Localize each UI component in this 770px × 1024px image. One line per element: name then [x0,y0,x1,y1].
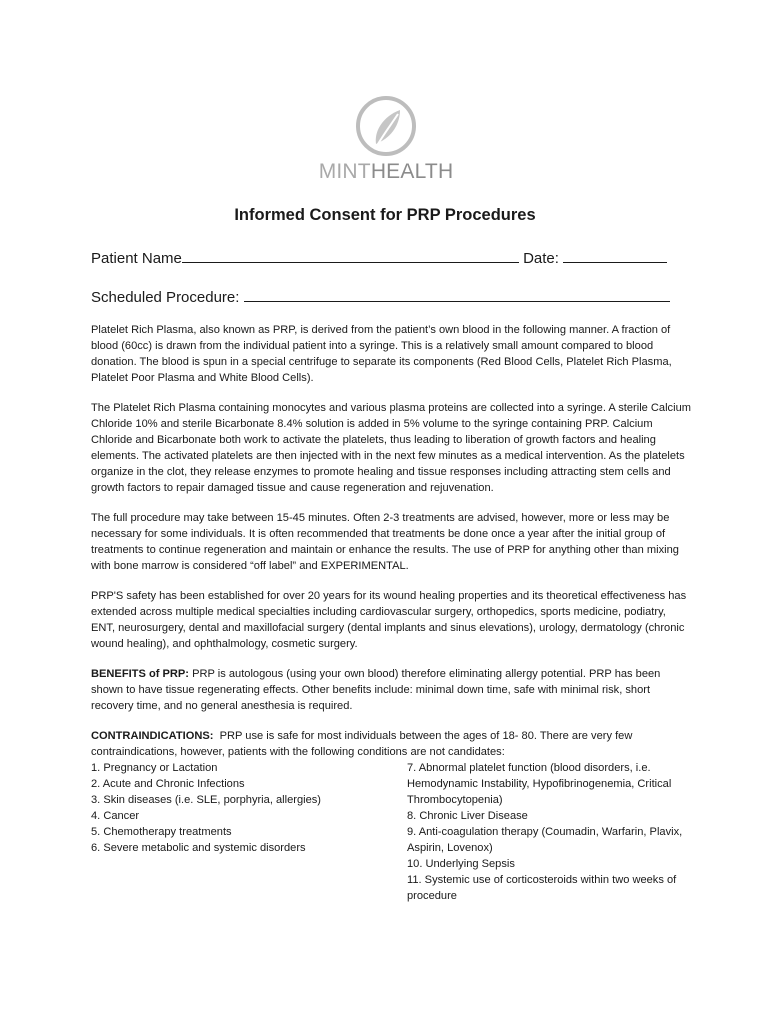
list-item: 9. Anti-coagulation therapy (Coumadin, Warfarin, Plavix, Aspirin, Lovenox) [407,826,683,854]
list-item: 11. Systemic use of corticosteroids within two weeks of procedure [407,874,677,902]
contraindications-list-right [407,760,691,904]
list-item: 1. Pregnancy or Lactation [91,762,218,774]
consent-body [91,322,691,904]
contraindications-text: PRP use is safe for most individuals between the ages of 18- 80. There are very few contraindications, however, patients with the following conditions are not candidates: [91,730,636,758]
date-field[interactable] [563,248,667,263]
scheduled-procedure-field[interactable] [244,287,670,302]
list-item: 8. Chronic Liver Disease [407,810,528,822]
list-item: 4. Cancer [91,810,140,822]
leaf-circle-icon [354,92,418,160]
paragraph-prp-safety: PRP'S safety has been established for over 20 years for its wound healing properties and its theoretical effectiveness has extended across multiple medical specialties including cardiovascular surgery, orthopedics, sports medicine, podiatry, ENT, neurosurgery, dental and maxillofacial surgery (dental implants and sinus elevations), urology, dermatology (chronic wound healing), and ophthalmology, cosmetic surgery. [91,590,687,650]
benefits-heading: BENEFITS of PRP: [91,668,189,680]
patient-name-label: Patient Name [91,250,182,267]
mint-health-logo [316,92,456,192]
date-label: Date: [523,250,559,267]
paragraph-procedure-duration: The full procedure may take between 15-45 minutes. Often 2-3 treatments are advised, however, more or less may be necessary for some individuals. It is often recommended that treatments be done once a year after the initial group of treatments to continue regeneration and maintain or enhance the results. The use of PRP for anything other than mixing with bone marrow is considered “off label” and EXPERIMENTAL. [91,512,679,572]
patient-name-row [91,248,667,267]
list-item: 6. Severe metabolic and systemic disorders [91,842,306,854]
paragraph-prp-process: The Platelet Rich Plasma containing monocytes and various plasma proteins are collected into a syringe. A sterile Calcium Chloride 10% and sterile Bicarbonate 8.4% solution is added in 5% volume to the syringe containing PRP. Calcium Chloride and Bicarbonate both work to activate the platelets, thus leading to liberation of growth factors and healing elements. The activated platelets are then injected with in the next few minutes as a medical intervention. As the platelets organize in the clot, they release enzymes to promote healing and tissue responses including attracting stem cells and growth factors to repair damaged tissue and cause regeneration and rejuvenation. [91,402,691,494]
list-item: 10. Underlying Sepsis [407,858,515,870]
benefits-text: PRP is autologous (using your own blood) therefore eliminating allergy potential. PRP has been shown to have tissue regenerating effects. Other benefits include: minimal down time, safe with minimal risk, short recovery time, and no general anesthesia is required. [91,668,661,712]
logo-wordmark: MINTHEALTH [318,160,454,183]
paragraph-contraindications [91,728,691,760]
list-item: 2. Acute and Chronic Infections [91,778,245,790]
list-item: 7. Abnormal platelet function (blood disorders, i.e. Hemodynamic Instability, Hypofibrinogenemia, Critical Thrombocytopenia) [407,762,672,806]
contraindications-heading: CONTRAINDICATIONS: [91,730,214,742]
list-item: 5. Chemotherapy treatments [91,826,232,838]
page-title: Informed Consent for PRP Procedures [234,206,536,224]
scheduled-procedure-row [91,287,670,306]
paragraph-prp-definition: Platelet Rich Plasma, also known as PRP, is derived from the patient’s own blood in the following manner. A fraction of blood (60cc) is drawn from the individual patient into a syringe. This is a relatively small amount compared to blood donation. The blood is spun in a special centrifuge to separate its components (Red Blood Cells, Platelet Rich Plasma, Platelet Poor Plasma and White Blood Cells). [91,324,672,384]
contraindications-lists [91,760,691,904]
contraindications-list-left [91,760,407,904]
list-item: 3. Skin diseases (i.e. SLE, porphyria, allergies) [91,794,321,806]
paragraph-benefits [91,666,691,714]
patient-name-field[interactable] [182,248,519,263]
scheduled-procedure-label: Scheduled Procedure: [91,289,240,306]
